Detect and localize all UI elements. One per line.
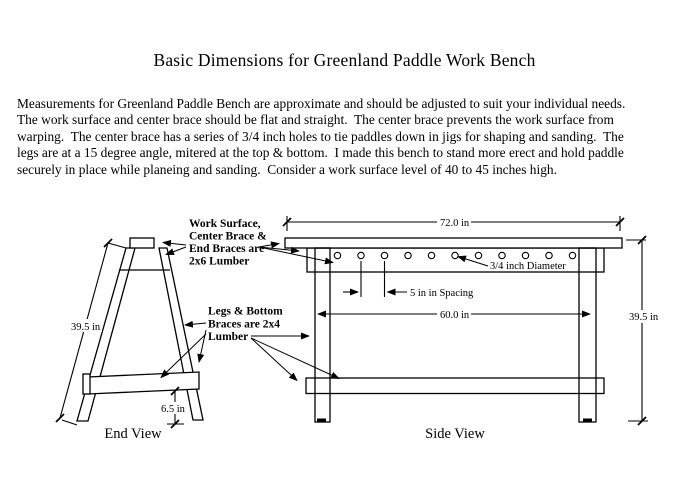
hole bbox=[569, 252, 575, 258]
hole bbox=[499, 252, 505, 258]
brace-length-dimension bbox=[318, 310, 590, 321]
end-view-left-leg bbox=[77, 248, 135, 421]
hole bbox=[405, 252, 411, 258]
hole bbox=[475, 252, 481, 258]
label-2x4-lumber bbox=[161, 306, 339, 381]
hole bbox=[381, 252, 387, 258]
hole bbox=[358, 252, 364, 258]
hole bbox=[452, 252, 458, 258]
label-2x4-line: Braces are 2x4 bbox=[208, 318, 280, 331]
end-view-work-surface bbox=[130, 238, 154, 248]
side-view-left-leg bbox=[315, 248, 330, 422]
body-line: legs are at a 15 degree angle, mitered at the top & bottom. I made this bench to stand more erect and hold paddle bbox=[17, 145, 624, 161]
label-2x6-line: Center Brace & bbox=[189, 230, 267, 243]
end-view-caption: End View bbox=[104, 426, 162, 442]
hole-spacing-dimension bbox=[343, 261, 474, 299]
body-line: warping. The center brace has a series of 3/4 inch holes to tie paddles down in jigs for shaping and sanding. The bbox=[17, 128, 624, 144]
label-2x6-line: 2x6 Lumber bbox=[189, 255, 250, 268]
body-line: Measurements for Greenland Paddle Bench are approximate and should be adjusted to suit your individual needs. bbox=[17, 96, 626, 111]
hole bbox=[522, 252, 528, 258]
end-height-dimension bbox=[56, 239, 126, 425]
hole-spacing-text: 5 in in Spacing bbox=[410, 288, 474, 299]
brace-floor-gap-text: 6.5 in bbox=[161, 404, 185, 415]
side-view-right-leg bbox=[579, 248, 596, 422]
label-2x4-line: Legs & Bottom bbox=[208, 305, 283, 318]
end-view-bottom-brace bbox=[88, 372, 199, 394]
side-view-caption: Side View bbox=[425, 426, 485, 442]
end-view-right-leg bbox=[159, 248, 203, 420]
hole bbox=[546, 252, 552, 258]
page-title: Basic Dimensions for Greenland Paddle Work Bench bbox=[153, 50, 536, 70]
label-2x6-line: End Braces are bbox=[189, 243, 265, 255]
side-height-dimension-text: 39.5 in bbox=[629, 312, 659, 323]
label-2x6-line: Work Surface, bbox=[189, 218, 261, 230]
overall-length-text: 72.0 in bbox=[440, 218, 470, 229]
overall-length-dimension bbox=[283, 216, 624, 231]
end-height-dimension-text: 39.5 in bbox=[71, 322, 101, 333]
brace-holes bbox=[334, 252, 575, 258]
right-leg-foot bbox=[583, 419, 592, 423]
brace-floor-gap-dimension bbox=[159, 387, 189, 428]
end-view-bottom-brace-tab bbox=[83, 374, 90, 394]
hole bbox=[428, 252, 434, 258]
end-view bbox=[56, 238, 203, 442]
body-line: securely in place while planeing and sanding. Consider a work surface level of 40 to 45 inches high. bbox=[17, 161, 557, 177]
hole-diameter-text: 3/4 inch Diameter bbox=[490, 261, 566, 272]
hole bbox=[334, 252, 340, 258]
side-view-work-surface bbox=[285, 238, 622, 248]
bench-diagram bbox=[0, 202, 689, 462]
label-2x4-line: Lumber bbox=[208, 331, 249, 343]
brace-length-text: 60.0 in bbox=[440, 310, 470, 321]
body-line: The work surface and center brace should be flat and straight. The center brace prevents the work surface from bbox=[17, 112, 614, 128]
left-leg-foot bbox=[317, 419, 326, 423]
side-height-dimension bbox=[626, 236, 659, 425]
side-view bbox=[283, 216, 659, 442]
side-view-bottom-brace bbox=[306, 378, 604, 394]
body-text bbox=[17, 96, 677, 178]
